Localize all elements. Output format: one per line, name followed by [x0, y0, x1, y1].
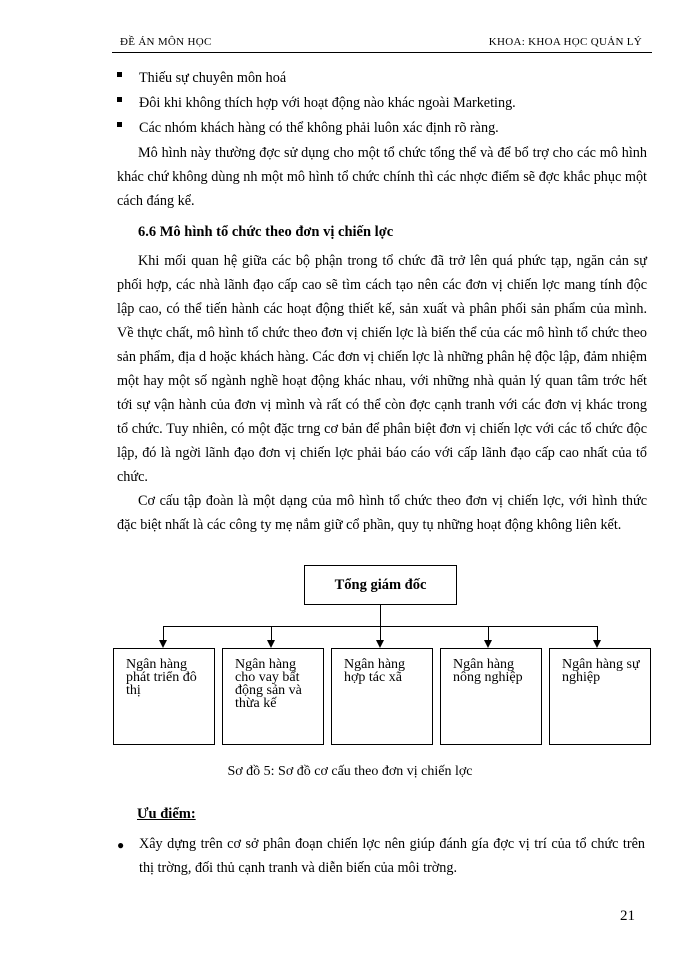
arrow-down-icon	[159, 640, 167, 648]
square-bullet-icon	[117, 72, 122, 77]
connector-line	[380, 605, 381, 626]
square-bullet-icon	[117, 122, 122, 127]
arrow-down-icon	[593, 640, 601, 648]
bullet-item: Đôi khi không thích hợp với hoạt động nào khác ngoài Marketing.	[139, 95, 516, 111]
advantages-heading: Ưu điểm:	[137, 806, 196, 822]
figure-caption: Sơ đồ 5: Sơ đồ cơ cấu theo đơn vị chiến lợc	[227, 764, 473, 779]
org-child-box: Ngân hàng hợp tác xã	[331, 648, 433, 745]
org-child-box: Ngân hàng phát triển đô thị	[113, 648, 215, 745]
arrow-down-icon	[376, 640, 384, 648]
paragraph-3: Cơ cấu tập đoàn là một dạng của mô hình tổ chức theo đơn vị chiến lợc, với hình thức đặc biệt nhất là các công ty mẹ nắm giữ cổ phần, quy tụ những hoạt động không liên kết.	[117, 493, 647, 533]
paragraph-1: Mô hình này thường đợc sử dụng cho một tổ chức tổng thể và để bổ trợ cho các mô hình khác chứ không dùng nh một mô hình tổ chức chính thì các nhợc điểm sẽ đợc khắc phục một cách đáng kể.	[117, 145, 647, 209]
header-right: KHOA: KHOA HỌC QUẢN LÝ	[488, 36, 642, 48]
header-left: ĐỀ ÁN MÔN HỌC	[120, 36, 212, 48]
org-child-box: Ngân hàng sự nghiệp	[549, 648, 651, 745]
page-number: 21	[620, 908, 635, 924]
round-bullet-icon: ●	[117, 838, 125, 852]
bullet-item: Các nhóm khách hàng có thể không phải luôn xác định rõ ràng.	[139, 120, 499, 136]
advantage-item: Xây dựng trên cơ sở phân đoạn chiến lợc nên giúp đánh gía đợc vị trí của tổ chức trên thị trờng, đối thủ cạnh tranh và diễn biến của môi trờng.	[139, 836, 645, 876]
org-root-box: Tổng giám đốc	[304, 565, 457, 605]
org-child-box: Ngân hàng nông nghiệp	[440, 648, 542, 745]
section-title: 6.6 Mô hình tổ chức theo đơn vị chiến lợc	[138, 224, 394, 240]
org-child-box: Ngân hàng cho vay bất động sản và thừa kế	[222, 648, 324, 745]
paragraph-2: Khi mối quan hệ giữa các bộ phận trong tổ chức đã trở lên quá phức tạp, ngăn cản sự phối hợp, các nhà lãnh đạo cấp cao sẽ tìm cách tạo nên các đơn vị chiến lợc mang tính độc lập cao, có thể tiến hành các hoạt động thiết kế, sản xuất và phân phối sản phẩm của mình. Về thực chất, mô hình tổ chức theo đơn vị chiến lợc là biến thể của các mô hình tổ chức theo sản phẩm, địa d hoặc khách hàng. Các đơn vị chiến lợc là những phân hệ độc lập, đảm nhiệm một hay một số ngành nghề hoạt động khác nhau, với những nhà quản lý quan tâm trớc hết tới sự vận hành của đơn vị mình và rất có thể còn đợc cạnh tranh với các đơn vị khác trong tổ chức. Tuy nhiên, có một đặc trng cơ bản để phân biệt đơn vị chiến lợc với các tổ chức độc lập, đó là ngời lãnh đạo đơn vị chiến lợc phải báo cáo với cấp lãnh đạo cấp cao nhất của tổ chức.	[117, 253, 647, 485]
bullet-item: Thiếu sự chuyên môn hoá	[139, 70, 287, 86]
arrow-down-icon	[484, 640, 492, 648]
header-rule	[112, 52, 652, 53]
arrow-down-icon	[267, 640, 275, 648]
square-bullet-icon	[117, 97, 122, 102]
